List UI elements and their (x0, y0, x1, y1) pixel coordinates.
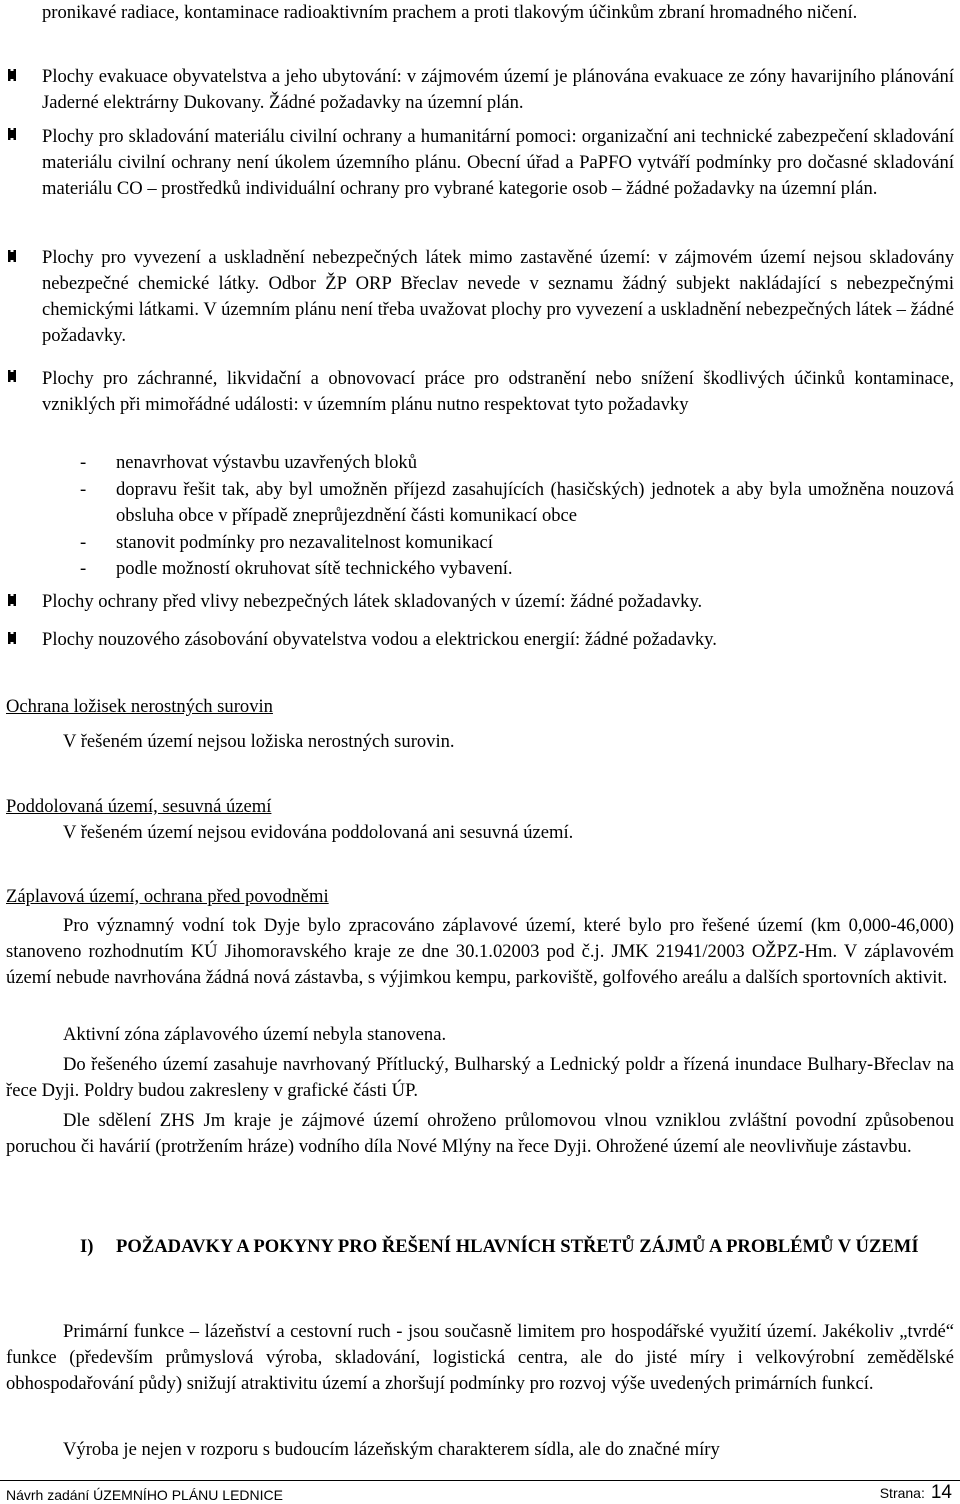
page-number: 14 (930, 1482, 952, 1503)
footer-page-info (880, 1484, 952, 1502)
section-heading: Záplavová území, ochrana před povodněmi (6, 886, 329, 907)
dash-marker: - (80, 479, 87, 500)
chapter-number: I) (80, 1236, 94, 1257)
bullet-text: Plochy evakuace obyvatelstva a jeho ubytování: v zájmovém území je plánována evakuace ze zóny havarijního plánování Jaderné elektrárny Dukovany. Žádné požadavky na územní plán. (42, 66, 954, 113)
square-bullet-icon (8, 632, 18, 645)
bullet-text: Plochy pro záchranné, likvidační a obnovovací práce pro odstranění nebo snížení škodlivých účinků kontaminace, vzniklých při mimořádné události: v územním plánu nutno respektovat tyto požadavky (42, 368, 954, 415)
square-bullet-icon (8, 69, 18, 82)
body-paragraph: Primární funkce – lázeňství a cestovní ruch - jsou současně limitem pro hospodářské využití území. Jakékoliv „tvrdé“ funkce (především průmyslová výroba, skladování, logistická centra, ale do jisté míry i velkovýrobní zemědělské obhospodařování půdy) snižují atraktivitu území a zhoršují podmínky pro rozvoj výše uvedených primárních funkcí. (6, 1321, 954, 1394)
section-paragraph: Dle sdělení ZHS Jm kraje je zájmové území ohroženo průlomovou vlnou vzniklou zvláštní povodní způsobenou poruchou či havárií (protržením hráze) vodního díla Nové Mlýny na řece Dyji. Ohrožené území ale neovlivňuje zástavbu. (6, 1110, 954, 1157)
section-paragraph: Pro významný vodní tok Dyje bylo zpracováno záplavové území, které bylo pro řešené území (km 0,000-46,000) stanoveno rozhodnutím KÚ Jihomoravského kraje ze dne 30.1.02003 pod č.j. JMK 21941/2003 OŽPZ-Hm. V záplavovém území nebude navrhována žádná nová zástavba, s výjimkou kempu, parkoviště, golfového areálu a dalších sportovních aktivit. (6, 915, 954, 988)
page-label: Strana: (879, 1485, 925, 1501)
section-heading: Poddolovaná území, sesuvná území (6, 796, 272, 817)
bullet-text: Plochy pro vyvezení a uskladnění nebezpečných látek mimo zastavěné území: v zájmovém území nejsou skladovány nebezpečné chemické látky. Odbor ŽP ORP Břeclav nevede v seznamu žádný subjekt nakládající s nebezpečnými chemickými látkami. V územním plánu není třeba uvažovat plochy pro vyvezení a uskladnění nebezpečných látek – žádné požadavky. (42, 247, 954, 346)
bullet-text: Plochy ochrany před vlivy nebezpečných látek skladovaných v území: žádné požadavky. (42, 591, 703, 612)
dash-item-text: stanovit podmínky pro nezavalitelnost komunikací (116, 532, 493, 553)
square-bullet-icon (8, 370, 18, 383)
dash-marker: - (80, 452, 87, 473)
dash-item-text: dopravu řešit tak, aby byl umožněn příjezd zasahujících (hasičských) jednotek a aby byla umožněna nouzová obsluha obce v případě zneprůjezdnění části komunikací obce (116, 479, 954, 526)
footer-rule (0, 1480, 960, 1481)
body-paragraph: Výroba je nejen v rozporu s budoucím lázeňským charakterem sídla, ale do značné míry (63, 1439, 720, 1460)
square-bullet-icon (8, 128, 18, 141)
dash-item-text: podle možností okruhovat sítě technického vybavení. (116, 558, 513, 579)
section-heading: Ochrana ložisek nerostných surovin (6, 696, 273, 717)
footer-document-title: Návrh zadání ÚZEMNÍHO PLÁNU LEDNICE (6, 1487, 283, 1503)
chapter-title-text: POŽADAVKY A POKYNY PRO ŘEŠENÍ HLAVNÍCH STŘETŮ ZÁJMŮ A PROBLÉMŮ V ÚZEMÍ (116, 1236, 919, 1257)
section-paragraph: Do řešeného území zasahuje navrhovaný Přítlucký, Bulharský a Lednický poldr a řízená inundace Bulhary-Břeclav na řece Dyji. Poldry budou zakresleny v grafické části ÚP. (6, 1054, 954, 1101)
square-bullet-icon (8, 250, 18, 263)
continuation-text: pronikavé radiace, kontaminace radioaktivním prachem a proti tlakovým účinkům zbraní hromadného ničení. (42, 2, 858, 23)
bullet-text: Plochy nouzového zásobování obyvatelstva vodou a elektrickou energií: žádné požadavky. (42, 629, 717, 650)
section-text: V řešeném území nejsou evidována poddolovaná ani sesuvná území. (63, 822, 574, 843)
dash-marker: - (80, 532, 87, 553)
section-text: V řešeném území nejsou ložiska nerostných surovin. (63, 731, 455, 752)
dash-marker: - (80, 558, 87, 579)
square-bullet-icon (8, 594, 18, 607)
dash-item-text: nenavrhovat výstavbu uzavřených bloků (116, 452, 418, 473)
bullet-text: Plochy pro skladování materiálu civilní ochrany a humanitární pomoci: organizační ani technické zabezpečení skladování materiálu civilní ochrany není úkolem územního plánu. Obecní úřad a PaPFO vytváří podmínky pro dočasné skladování materiálu CO – prostředků individuální ochrany pro vybrané kategorie osob – žádné požadavky na územní plán. (42, 126, 954, 199)
section-paragraph: Aktivní zóna záplavového území nebyla stanovena. (63, 1024, 447, 1045)
